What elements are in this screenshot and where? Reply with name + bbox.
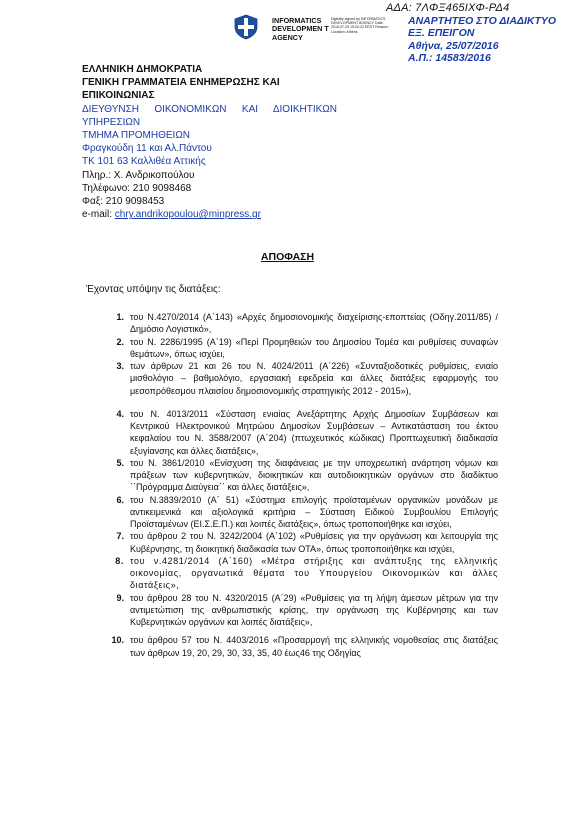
item-text: του άρθρου 57 του Ν. 4403/2016 «Προσαρμογή της ελληνικής νομοθεσίας στις διατάξεις των άρθρων 19, 20, 29, 30, 33, 35, 40 έως46 της Οδηγίας (130, 635, 498, 658)
fax-number: Φαξ: 210 9098453 (82, 196, 165, 208)
directorate-name-cont: ΥΠΗΡΕΣΙΩΝ (82, 116, 141, 128)
list-item (96, 360, 498, 397)
item-text: του Ν.4270/2014 (Α΄143) «Αρχές δημοσιονομικής διαχείρισης-εποπτείας (Οδηγ.2011/85) / Δημόσιο Λογιστικό», (130, 312, 498, 335)
contact-person: Πληρ.: Χ. Ανδρικοπούλου (82, 169, 195, 181)
list-item (96, 494, 498, 531)
greek-emblem-icon (233, 14, 259, 40)
ada-code: ΑΔΑ: 7ΛΦΞ465ΙΧΦ-ΡΔ4 (386, 2, 510, 14)
list-item (96, 408, 498, 457)
document-date: Αθήνα, 25/07/2016 (408, 39, 499, 52)
provisions-list (96, 311, 498, 659)
list-item (96, 530, 498, 555)
list-item (96, 457, 498, 494)
email-label: e-mail: (82, 209, 113, 221)
item-text: του άρθρου 2 του Ν. 3242/2004 (Α΄102) «Ρυθμίσεις για την οργάνωση και λειτουργία της Κυβέρνησης, τη διοικητική διαδικασία των ΟΤΑ», όπως τροποποιήθηκε και ισχύει, (130, 531, 498, 554)
item-number: 4. (116, 408, 124, 419)
item-number: 6. (116, 494, 124, 505)
item-number: 1. (116, 312, 124, 322)
urgency-label: ΕΞ. ΕΠΕΙΓΟΝ (408, 27, 475, 40)
secretariat-name-cont: ΕΠΙΚΟΙΝΩΝΙΑΣ (82, 90, 155, 102)
decision-title: ΑΠΟΦΑΣΗ (260, 251, 315, 263)
list-item (96, 336, 498, 361)
email-line (82, 208, 337, 221)
item-number: 8. (115, 555, 124, 566)
digital-signature-organization: INFORMATICS DEVELOPMEN T AGENCY (272, 16, 329, 42)
digital-signature-details: Digitally signed by INFORMATICS DEVELOPMENT AGENCY Date: 2016.07.25 15:02:22 EEST Reason: Location: Athens (331, 17, 389, 34)
directorate-name: ΔΙΕΥΘΥΝΣΗ ΟΙΚΟΝΟΜΙΚΩΝ ΚΑΙ ΔΙΟΙΚΗΤΙΚΩΝ (82, 103, 337, 115)
item-number: 10. (111, 635, 124, 646)
item-text: του ν.4281/2014 (Α΄160) «Μέτρα στήριξης και ανάπτυξης της ελληνικής οικονομίας, οργανωτικά θέματα του Υπουργείου Οικονομικών και άλλες διατάξεις», (130, 555, 498, 591)
item-number: 2. (116, 336, 124, 347)
sender-block (82, 63, 337, 221)
item-text: του Ν. 2286/1995 (Α΄19) «Περί Προμηθειών του Δημοσίου Τομέα και ρυθμίσεις συναφών θεμάτων», όπως ισχύει, (130, 336, 498, 359)
republic-name: ΕΛΛΗΝΙΚΗ ΔΗΜΟΚΡΑΤΙΑ (82, 64, 203, 75)
item-text: του Ν. 4013/2011 «Σύσταση ενιαίας Ανεξάρτητης Αρχής Δημοσίων Συμβάσεων και Κεντρικού Ηλεκτρονικού Μητρώου Δημοσίων Συμβάσεων – Αντικατάσταση του έκτου κεφαλαίου του Ν. 3588/2007 (Α΄204) (πτωχευτικός κώδικας) Προπτωχευτική διαδικασία εξυγίανσης και άλλες διατάξεις», (130, 408, 498, 456)
item-number: 5. (116, 457, 124, 468)
address-street: Φραγκούδη 11 και Αλ.Πάντου (82, 143, 212, 155)
intro-text: Έχοντας υπόψην τις διατάξεις: (86, 284, 221, 295)
email-link[interactable]: chry.andrikopoulou@minpress.gr (114, 209, 261, 221)
item-number: 7. (116, 531, 124, 542)
address-city: ΤΚ 101 63 Καλλιθέα Αττικής (82, 156, 206, 168)
secretariat-name: ΓΕΝΙΚΗ ΓΡΑΜΜΑΤΕΙΑ ΕΝΗΜΕΡΩΣΗΣ ΚΑΙ (82, 77, 280, 89)
posting-status: ΑΝΑΡΤΗΤΕΟ ΣΤΟ ΔΙΑΔΙΚΤΥΟ (408, 15, 557, 27)
document-status-block (408, 15, 556, 65)
item-text: του άρθρου 28 του Ν. 4320/2015 (Α΄29) «Ρυθμίσεις για τη λήψη άμεσων μέτρων για την αντιμετώπιση της ανθρωπιστικής κρίσης, την οργάνωση της Κυβέρνησης και των Κυβερνητικών οργάνων και λοιπές διατάξεις», (130, 592, 498, 627)
item-text: του Ν.3839/2010 (Α΄ 51) «Σύστημα επιλογής προϊσταμένων οργανικών μονάδων με αντικειμενικά και αξιολογικά κριτήρια – Σύσταση Ειδικού Συμβουλίου Επιλογής Προϊσταμένων (ΕΙ.Σ.Ε.Π.) και λοιπές διατάξεις», όπως τροποποιήθηκε και ισχύει, (130, 494, 498, 529)
item-number: 9. (116, 592, 124, 603)
phone-number: Τηλέφωνο: 210 9098468 (82, 182, 192, 194)
list-item (96, 555, 498, 592)
item-text: του Ν. 3861/2010 «Ενίσχυση της διαφάνειας με την υποχρεωτική ανάρτηση νόμων και πράξεων των κυβερνητικών, διοικητικών και αυτοδιοικητικών οργάνων στο διαδίκτυο ΄΄Πρόγραμμα Διαύγεια΄΄ και άλλες διατάξεις», (130, 457, 498, 493)
protocol-number: Α.Π.: 14583/2016 (408, 52, 491, 65)
item-text: των άρθρων 21 και 26 του Ν. 4024/2011 (Α΄226) «Συνταξιοδοτικές ρυθμίσεις, ενιαίο μισθολόγιο – βαθμολόγιο, εργασιακή εφεδρεία και άλλες διατάξεις εφαρμογής του μεσοπρόθεσμου πλαισίου δημοσιονομικής στρατηγικής 2012 - 2015»), (130, 361, 498, 396)
list-item (96, 634, 498, 659)
department-name: ΤΜΗΜΑ ΠΡΟΜΗΘΕΙΩΝ (82, 130, 191, 142)
list-item (96, 311, 498, 336)
list-item (96, 592, 498, 629)
item-number: 3. (116, 361, 124, 371)
